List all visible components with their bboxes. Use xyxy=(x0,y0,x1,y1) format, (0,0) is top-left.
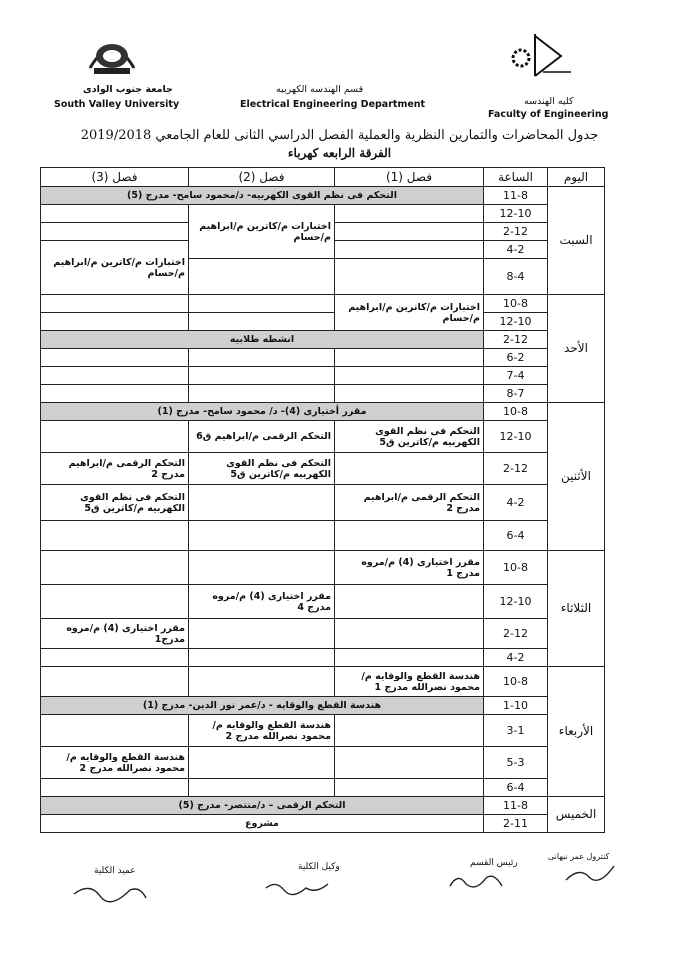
time-slot: 2-12 xyxy=(484,223,548,241)
signature-dean-scribble xyxy=(70,880,150,904)
time-slot: 11-8 xyxy=(484,187,548,205)
activity-span: انشطه طلابيه xyxy=(41,331,484,349)
time-slot: 12-10 xyxy=(484,585,548,619)
empty-cell xyxy=(189,649,335,667)
empty-cell xyxy=(335,453,484,485)
empty-cell xyxy=(41,349,189,367)
empty-cell xyxy=(189,521,335,551)
class-2-session: التحكم فى نظم القوى الكهربيه م/كاترين ق5 xyxy=(189,453,335,485)
time-slot: 12-10 xyxy=(484,313,548,331)
schedule-title: جدول المحاضرات والتمارين النظرية والعملية الفصل الدراسي الثانى للعام الجامعي 2019/2018 xyxy=(80,128,599,143)
department-name-en: Electrical Engineering Department xyxy=(240,99,426,110)
time-slot: 6-4 xyxy=(484,521,548,551)
header-class-3: فصل (3) xyxy=(41,168,189,187)
lecture-span: التحكم فى نظم القوى الكهربيه- د/محمود سامح- مدرج (5) xyxy=(41,187,484,205)
empty-cell xyxy=(189,667,335,697)
university-name-en: South Valley University xyxy=(54,99,180,110)
day-saturday: السبت xyxy=(548,187,605,295)
empty-cell xyxy=(41,551,189,585)
empty-cell xyxy=(335,649,484,667)
lecture-span: التحكم الرقمى – د/منتصر- مدرج (5) xyxy=(41,797,484,815)
class-3-session: اختبارات م/كاترين م/ابراهيم م/حسام xyxy=(41,241,189,295)
empty-cell xyxy=(41,295,189,313)
empty-cell xyxy=(189,747,335,779)
empty-cell xyxy=(189,313,335,331)
empty-cell xyxy=(41,649,189,667)
empty-cell xyxy=(41,715,189,747)
lecture-span: مقرر أختيارى (4)- د/ محمود سامح- مدرج (1) xyxy=(41,403,484,421)
time-slot: 4-2 xyxy=(484,241,548,259)
time-slot: 8-4 xyxy=(484,259,548,295)
time-slot: 5-3 xyxy=(484,747,548,779)
empty-cell xyxy=(189,385,335,403)
class-3-session: التحكم فى نظم القوى الكهربيه م/كاترين ق5 xyxy=(41,485,189,521)
header-class-2: فصل (2) xyxy=(189,168,335,187)
class-3-session: مقرر اختيارى (4) م/مروه مدرج1 xyxy=(41,619,189,649)
faculty-logo xyxy=(505,32,575,78)
signature-vice-dean-scribble xyxy=(262,876,332,900)
class-1-session: التحكم فى نظم القوى الكهربيه م/كاترين ق5 xyxy=(335,421,484,453)
signature-head-label: رئيس القسم xyxy=(470,858,518,868)
day-sunday: الأحد xyxy=(548,295,605,403)
time-slot: 8-7 xyxy=(484,385,548,403)
department-name-ar: قسم الهندسه الكهربيه xyxy=(276,84,364,95)
class-1-session: اختبارات م/كاترين م/ابراهيم م/حسام xyxy=(335,295,484,331)
empty-cell xyxy=(189,485,335,521)
empty-cell xyxy=(41,521,189,551)
signature-vice-dean-label: وكيل الكلية xyxy=(298,862,340,872)
empty-cell xyxy=(335,521,484,551)
time-slot: 12-10 xyxy=(484,421,548,453)
empty-cell xyxy=(41,313,189,331)
empty-cell xyxy=(189,349,335,367)
empty-cell xyxy=(189,779,335,797)
class-2-session: هندسة القطع والوقايه م/محمود نصرالله مدرج 2 xyxy=(189,715,335,747)
time-slot: 2-12 xyxy=(484,619,548,649)
day-tuesday: الثلاثاء xyxy=(548,551,605,667)
empty-cell xyxy=(335,619,484,649)
class-2-session: اختبارات م/كاترين م/ابراهيم م/حسام xyxy=(189,205,335,259)
time-slot: 10-8 xyxy=(484,403,548,421)
empty-cell xyxy=(41,205,189,223)
signature-dean-label: عميد الكلية xyxy=(94,866,136,876)
empty-cell xyxy=(335,385,484,403)
time-slot: 10-8 xyxy=(484,551,548,585)
day-thursday: الخميس xyxy=(548,797,605,833)
time-slot: 11-8 xyxy=(484,797,548,815)
signature-coordinator-scribble xyxy=(560,860,620,888)
time-slot: 10-8 xyxy=(484,295,548,313)
empty-cell xyxy=(41,421,189,453)
time-slot: 7-4 xyxy=(484,367,548,385)
signature-coordinator-label: كنترول عمر نبهانى xyxy=(548,852,610,861)
empty-cell xyxy=(335,779,484,797)
class-3-session: هندسة القطع والوقايه م/محمود نصرالله مدرج 2 xyxy=(41,747,189,779)
empty-cell xyxy=(335,349,484,367)
time-slot: 12-10 xyxy=(484,205,548,223)
empty-cell xyxy=(41,585,189,619)
time-slot: 6-2 xyxy=(484,349,548,367)
header-class-1: فصل (1) xyxy=(335,168,484,187)
class-2-session: مقرر اختيارى (4) م/مروه مدرج 4 xyxy=(189,585,335,619)
empty-cell xyxy=(335,259,484,295)
day-wednesday: الأربعاء xyxy=(548,667,605,797)
class-1-session: هندسة القطع والوقايه م/محمود نصرالله مدرج 1 xyxy=(335,667,484,697)
time-slot: 3-1 xyxy=(484,715,548,747)
empty-cell xyxy=(335,223,484,241)
header-time: الساعة xyxy=(484,168,548,187)
university-logo xyxy=(82,28,142,78)
signature-head-scribble xyxy=(446,870,506,894)
empty-cell xyxy=(41,223,189,241)
empty-cell xyxy=(335,747,484,779)
empty-cell xyxy=(335,367,484,385)
empty-cell xyxy=(189,619,335,649)
empty-cell xyxy=(335,585,484,619)
lecture-span: هندسة القطع والوقايه - د/عمر نور الدين- مدرج (1) xyxy=(41,697,484,715)
time-slot: 4-2 xyxy=(484,485,548,521)
schedule-subtitle: الفرقة الرابعه كهرباء xyxy=(287,146,392,160)
empty-cell xyxy=(41,385,189,403)
empty-cell xyxy=(41,779,189,797)
time-slot: 2-11 xyxy=(484,815,548,833)
class-1-session: التحكم الرقمى م/ابراهيم مدرج 2 xyxy=(335,485,484,521)
time-slot: 1-10 xyxy=(484,697,548,715)
header-day: اليوم xyxy=(548,168,605,187)
empty-cell xyxy=(335,205,484,223)
schedule-table xyxy=(40,167,605,833)
day-monday: الأثنين xyxy=(548,403,605,551)
empty-cell xyxy=(189,551,335,585)
faculty-name-ar: كليه الهندسه xyxy=(524,96,574,107)
time-slot: 2-12 xyxy=(484,331,548,349)
faculty-name-en: Faculty of Engineering xyxy=(488,109,609,120)
project-span: مشروع xyxy=(41,815,484,833)
empty-cell xyxy=(189,259,335,295)
class-1-session: مقرر اختيارى (4) م/مروه مدرج 1 xyxy=(335,551,484,585)
empty-cell xyxy=(41,367,189,385)
time-slot: 2-12 xyxy=(484,453,548,485)
empty-cell xyxy=(189,367,335,385)
class-3-session: التحكم الرقمى م/ابراهيم مدرج 2 xyxy=(41,453,189,485)
empty-cell xyxy=(41,667,189,697)
time-slot: 4-2 xyxy=(484,649,548,667)
time-slot: 10-8 xyxy=(484,667,548,697)
empty-cell xyxy=(189,295,335,313)
empty-cell xyxy=(335,715,484,747)
university-name-ar: جامعة جنوب الوادى xyxy=(83,84,173,95)
time-slot: 6-4 xyxy=(484,779,548,797)
empty-cell xyxy=(335,241,484,259)
class-2-session: التحكم الرقمى م/ابراهيم ق6 xyxy=(189,421,335,453)
